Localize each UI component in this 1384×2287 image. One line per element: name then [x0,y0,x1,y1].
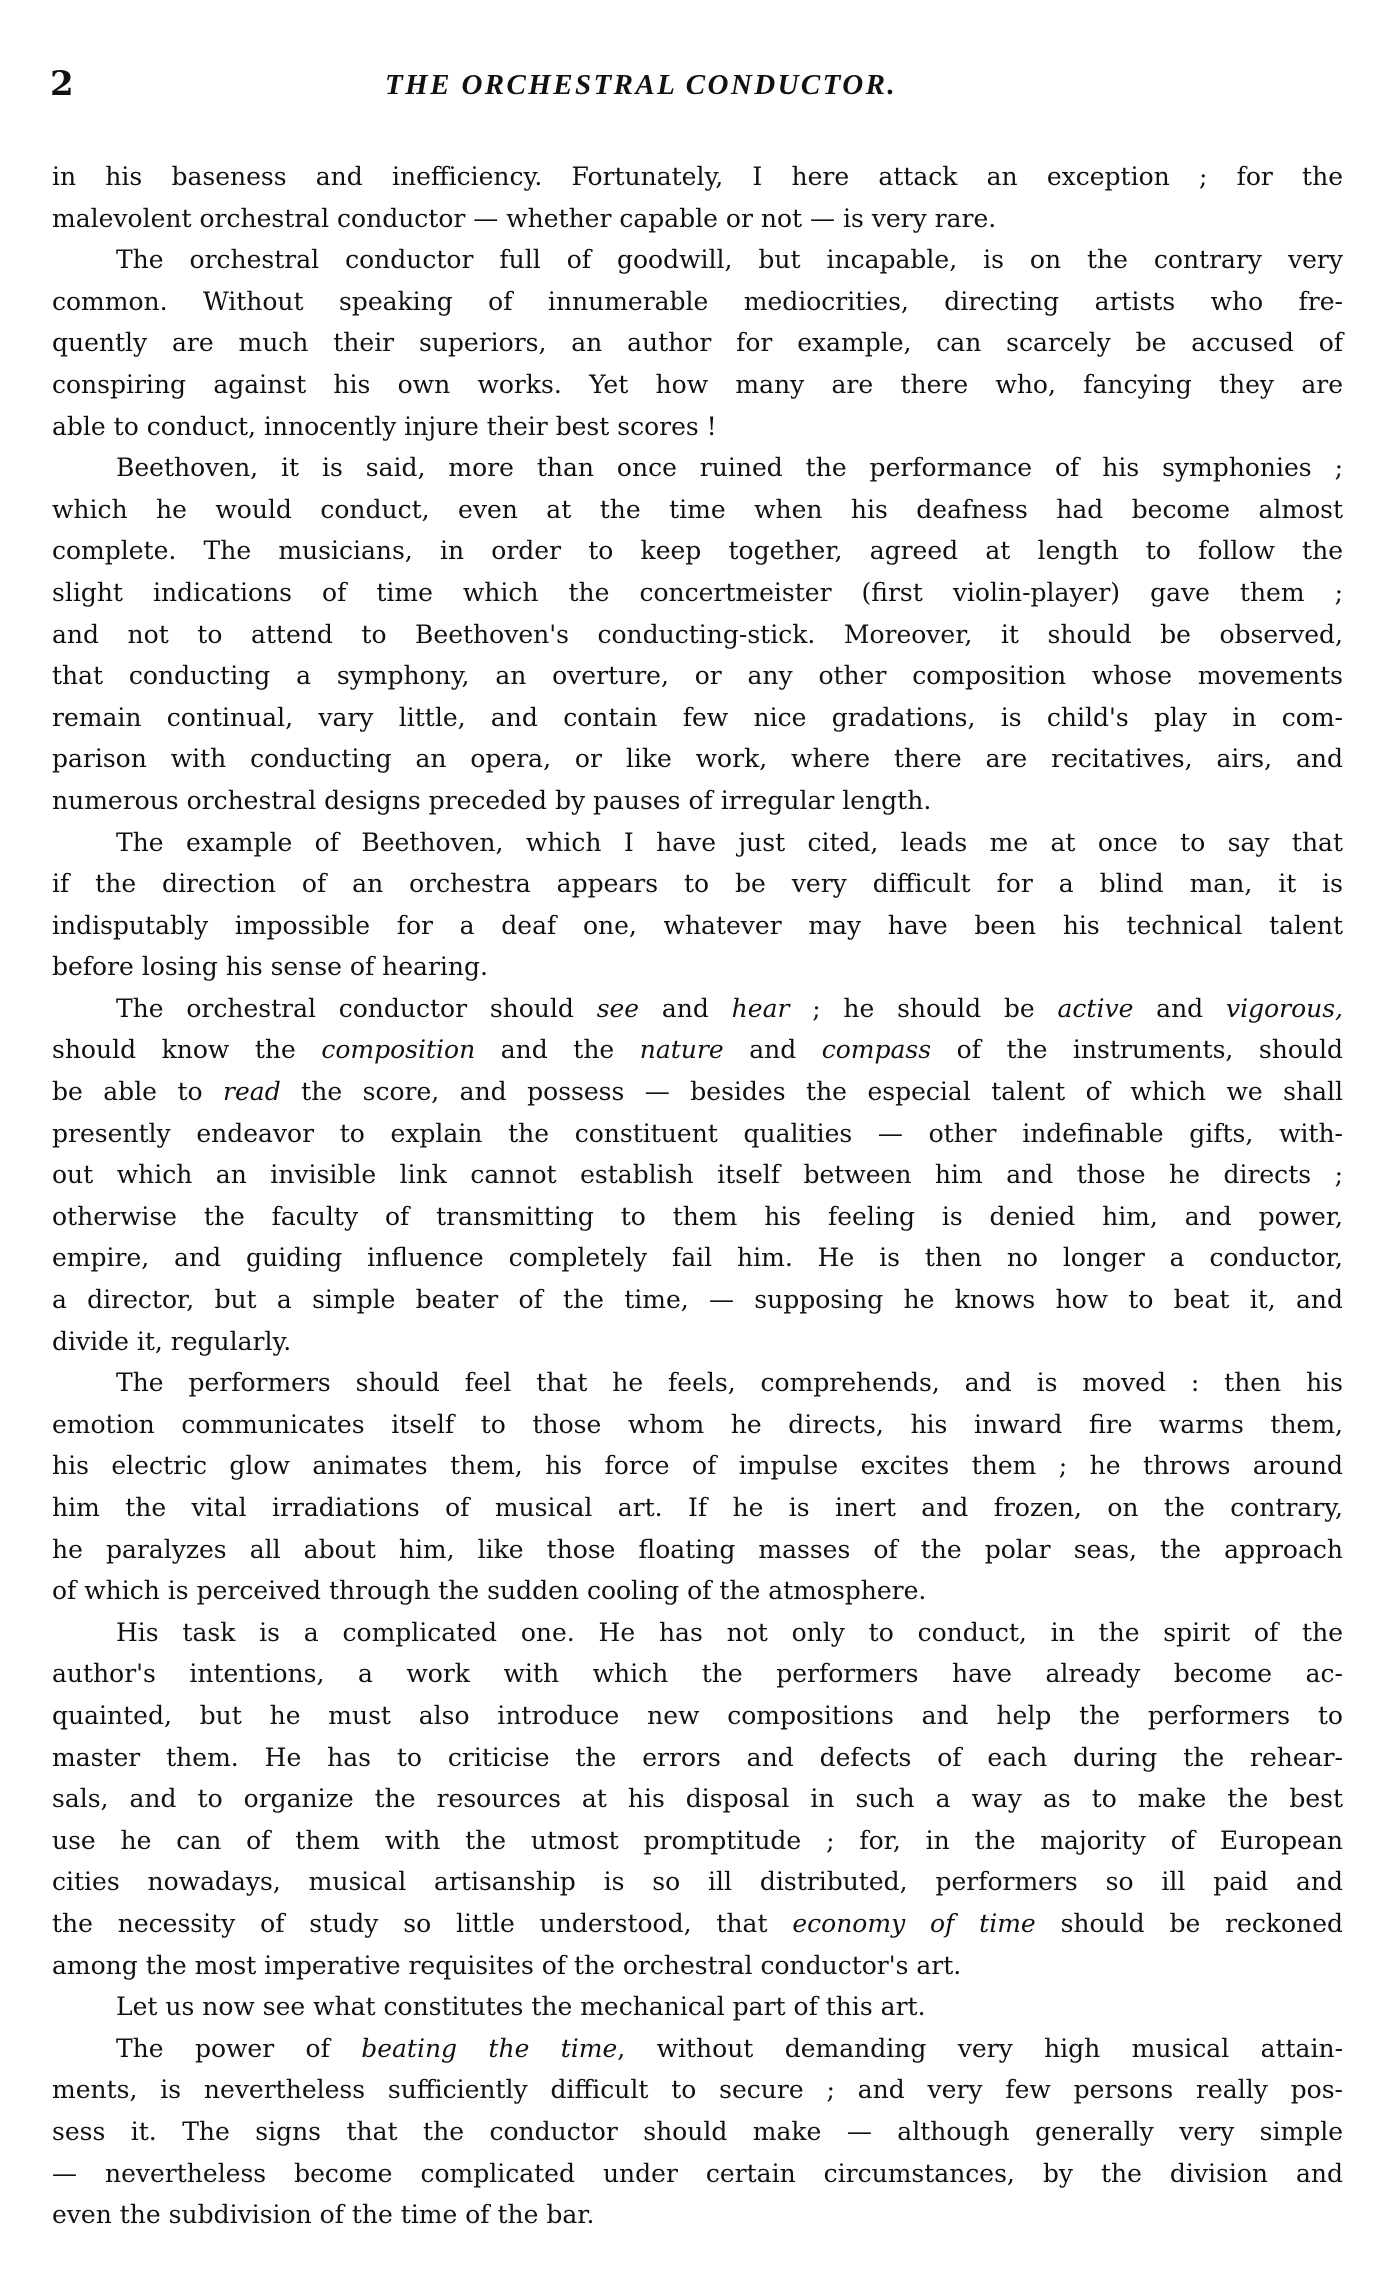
text-line: he paralyzes all about him, like those floating masses of the polar seas, the approach [52,1534,1343,1564]
text-run: and the [475,1035,640,1065]
text-line: which he would conduct, even at the time when his deafness had become almost [52,494,1343,524]
text-run: ; he should be [789,993,1058,1023]
text-run: of the instruments, should [931,1035,1343,1065]
text-line: among the most imperative requisites of the orchestral conductor's art. [52,1950,962,1980]
italic-phrase: see [596,993,640,1023]
text-run: and [1133,993,1226,1023]
text-line: and not to attend to Beethoven's conducting-stick. Moreover, it should be observed, [52,619,1343,649]
italic-phrase: composition [321,1035,476,1065]
text-line: slight indications of time which the concertmeister (first violin-player) gave them ; [52,577,1343,607]
text-line: The performers should feel that he feels, comprehends, and is moved : then his [116,1368,1343,1398]
italic-phrase: compass [821,1035,932,1065]
text-run: and [723,1035,822,1065]
text-line: complete. The musicians, in order to keep together, agreed at length to follow the [52,536,1343,566]
text-run: the score, and possess — besides the especial talent of which we shall [280,1077,1343,1107]
italic-phrase: vigorous, [1225,993,1344,1023]
text-run: should know the [52,1035,322,1065]
page-number: 2 [50,64,74,104]
text-run: The power of [116,2033,362,2063]
text-line: divide it, regularly. [52,1326,292,1356]
text-line: emotion communicates itself to those whom he directs, his inward fire warms them, [52,1409,1343,1439]
text-line: him the vital irradiations of musical art. If he is inert and frozen, on the contrary, [52,1493,1343,1522]
text-run: , without demanding very high musical attain- [617,2033,1344,2063]
text-run: and [639,993,732,1023]
italic-phrase: hear [731,993,790,1023]
text-line: sals, and to organize the resources at his disposal in such a way as to make the best [52,1784,1343,1814]
text-line: a director, but a simple beater of the time, — supposing he knows how to beat it, and [52,1285,1343,1315]
text-run: The orchestral conductor should [116,993,597,1023]
text-line: otherwise the faculty of transmitting to them his feeling is denied him, and power, [52,1201,1343,1231]
text-line: numerous orchestral designs preceded by pauses of irregular length. [52,785,932,815]
text-line: if the direction of an orchestra appears to be very difficult for a blind man, it is [52,869,1343,899]
text-line: able to conduct, innocently injure their best scores ! [52,411,717,441]
text-line: The example of Beethoven, which I have just cited, leads me at once to say that [116,827,1343,857]
text-line: The orchestral conductor full of goodwill, but incapable, is on the contrary very [116,245,1343,275]
text-line: in his baseness and inefficiency. Fortunately, I here attack an exception ; for the [52,162,1343,191]
text-line: of which is perceived through the sudden cooling of the atmosphere. [52,1576,927,1606]
text-line: parison with conducting an opera, or like work, where there are recitatives, airs, and [52,744,1343,774]
text-line: his electric glow animates them, his force of impulse excites them ; he throws around [52,1451,1343,1481]
text-line: before losing his sense of hearing. [52,952,488,982]
text-line: indisputably impossible for a deaf one, whatever may have been his technical talent [52,910,1343,940]
text-line: quently are much their superiors, an author for example, can scarcely be accused of [52,328,1343,358]
text-line: empire, and guiding influence completely fail him. He is then no longer a conductor, [52,1243,1343,1273]
text-line: common. Without speaking of innumerable mediocrities, directing artists who fre- [52,286,1343,316]
text-run: be able to [52,1077,224,1107]
text-line [52,1071,1343,1113]
text-line: master them. He has to criticise the errors and defects of each during the rehear- [52,1742,1343,1772]
body-text [52,156,1343,2236]
text-line: remain continual, vary little, and contain few nice gradations, is child's play in com- [52,702,1343,732]
text-line: sess it. The signs that the conductor should make — although generally very simple [52,2116,1343,2146]
text-line: presently endeavor to explain the constituent qualities — other indefinable gifts, with- [52,1118,1343,1148]
text-line: Let us now see what constitutes the mechanical part of this art. [116,1992,926,2022]
italic-phrase: beating the time [361,2033,618,2063]
text-line: cities nowadays, musical artisanship is so ill distributed, performers so ill paid and [52,1867,1343,1897]
text-line: ments, is nevertheless sufficiently difficult to secure ; and very few persons really pos- [52,2075,1343,2105]
text-line [52,2028,1343,2070]
text-line: Beethoven, it is said, more than once ruined the performance of his symphonies ; [116,453,1343,483]
italic-phrase: active [1057,993,1134,1023]
text-line: use he can of them with the utmost promptitude ; for, in the majority of European [52,1825,1343,1855]
text-line: quainted, but he must also introduce new compositions and help the performers to [52,1700,1343,1730]
italic-phrase: read [223,1077,281,1107]
italic-phrase: economy of time [792,1908,1036,1938]
text-run: should be reckoned [1035,1908,1343,1938]
running-head: THE ORCHESTRAL CONDUCTOR. [385,69,897,101]
text-line [52,1029,1343,1071]
text-line: out which an invisible link cannot establish itself between him and those he directs ; [52,1160,1343,1190]
text-line: His task is a complicated one. He has not only to conduct, in the spirit of the [116,1617,1343,1647]
text-run: the necessity of study so little understood, that [52,1908,793,1938]
italic-phrase: nature [639,1035,724,1065]
text-line: that conducting a symphony, an overture, or any other composition whose movements [52,661,1343,691]
text-line: author's intentions, a work with which the performers have already become ac- [52,1659,1343,1689]
text-line: even the subdivision of the time of the bar. [52,2200,595,2230]
text-line [52,988,1343,1030]
text-line: conspiring against his own works. Yet how many are there who, fancying they are [52,369,1343,399]
text-line: malevolent orchestral conductor — whether capable or not — is very rare. [52,203,997,233]
text-line: — nevertheless become complicated under certain circumstances, by the division and [52,2158,1343,2188]
text-line [52,1903,1343,1945]
